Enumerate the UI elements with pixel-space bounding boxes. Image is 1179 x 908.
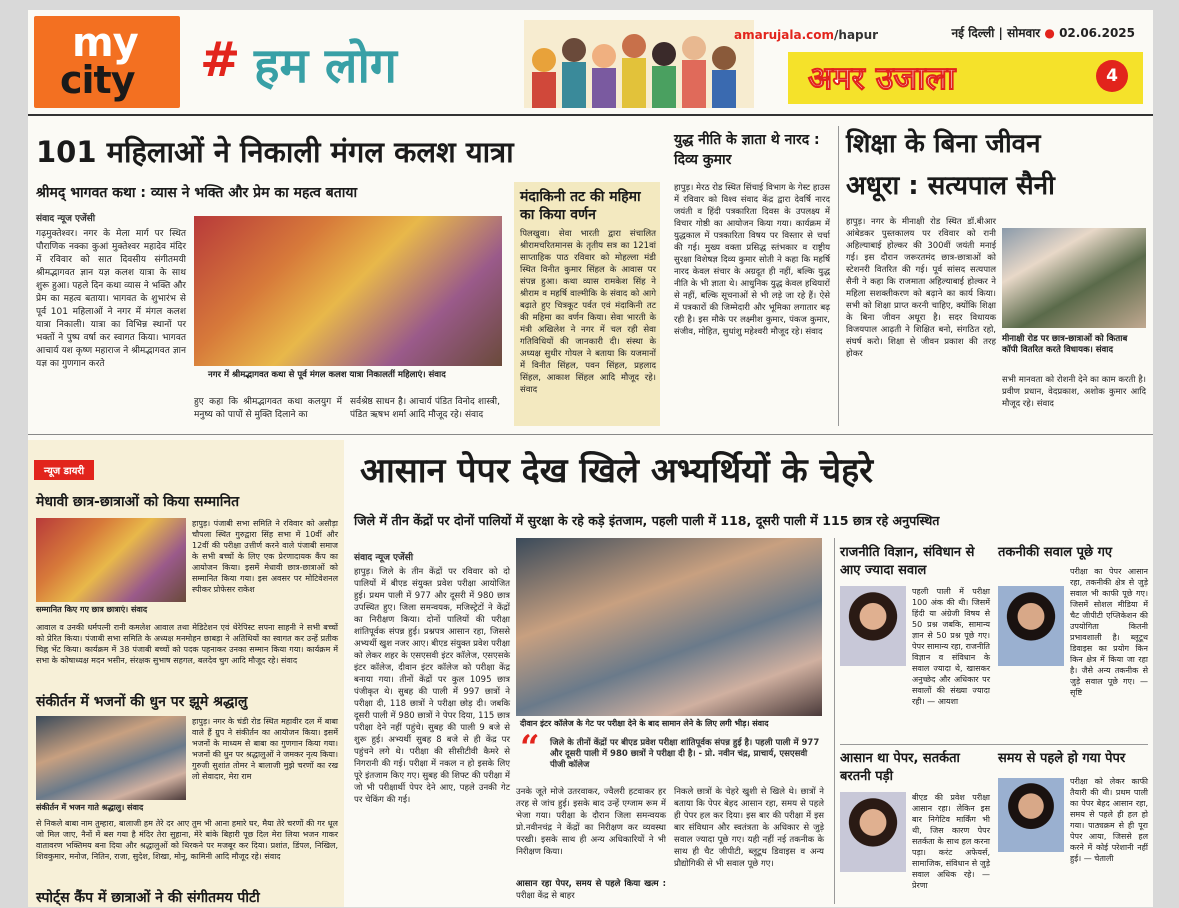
main-column2: उनके जूते मोजे उतरवाकर, ज्वैलरी हटवाकर हर तरह से जांच हुई। इसके बाद उन्हें एग्जाम रूम में भेजा गया। परीक्षा के दौरान जिला समन्वयक प्रो.नवीनचंद्र ने केंद्रों का निरीक्षण कर व्यवस्था परखी। इसके साथ ही अन्य अधिकारियों ने भी निरीक्षण किया। — [516, 787, 666, 857]
edition-city: नई दिल्ली — [951, 26, 995, 40]
main-column1: हापुड़। जिले के तीन केंद्रों पर रविवार को दो पालियों में बीएड संयुक्त प्रवेश परीक्षा आयोजित हुई। प्रथम पाली में 977 और दूसरी में 980 छात्र उपस्थित हुए। जिला समन्वयक, मजिस्ट्रेटों ने केंद्रों का निरीक्षण किया। दोनों पालियों की परीक्षा शांतिपूर्वक संपन्न हुई। प्रश्नपत्र आसान रहा, जिससे अभ्यर्थी खुश नजर आए। बीएड संयुक्त प्रवेश परीक्षा को लेकर शहर के एसएसवी इंटर कॉलेज, एसएसके इंटर कॉलेज, दीवान इंटर कॉलेज को परीक्षा केंद्र बनाया गया। तीनों केंद्रों पर कुल 1095 छात्र पंजीकृत थे। सुबह की पाली में 997 छात्रों ने परीक्षा दी, 118 छात्रों ने परीक्षा छोड़ दी। जबकि दूसरी पाली में 980 छात्रों ने पेपर दिया, 115 छात्र परीक्षा देने नहीं पहुंचे। सुबह की पाली 9 बजे से शुरू हुई। अभ्यर्थी सुबह 8 बजे से ही केंद्र पर पहुंचने लगे थे। परीक्षा की सीसीटीवी कैमरे से निगरानी की गई। परीक्षा में नकल न हो इसके लिए पूरे इंतजाम किए गए। सुबह की शिफ्ट की परीक्षा में जो भी परीक्षार्थी पेपर देने आए, पहले उनकी गेट पर चेकिंग की गई। — [354, 567, 510, 805]
mycity-logo — [34, 16, 180, 108]
diary-item1-text2: आवाल व उनकी धर्मपत्नी रानी कमलेश आवाल तथा मेडिटेशन एवं थेरेपिस्ट सपना साहनी ने सभी बच्चों को प्रेरित किया। पंजाबी सभा समिति के अध्यक्ष मनमोहन छाबड़ा ने अतिथियों का स्वागत कर उन्हें प्रतीक चिह्न भेंट किया। कार्यक्रम में 38 पंजाबी बच्चों को पदक पहनाकर उनका सम्मान किया गया। कार्यक्रम में सभा के कोषाध्यक्ष मदन भसीन, संरक्षक सुभाष सहगल, बलदेव चुग आदि मौजूद रहे। संवाद — [36, 623, 338, 665]
diary-item1-caption: सम्मानित किए गए छात्र छात्राएं। संवाद — [36, 605, 148, 614]
voice1-title: राजनीति विज्ञान, संविधान से आए ज्यादा सवाल — [840, 545, 975, 578]
logo-my: my — [72, 20, 138, 66]
diary-item1-text: हापुड़। पंजाबी सभा समिति ने रविवार को असौड़ा चौपला स्थित गुरुद्वारा सिंह सभा में 10वीं और 12वीं की परीक्षा उत्तीर्ण करने वाले पंजाबी समाज के सभी बच्चों के लिए एक प्रेरणादायक कैंप का आयोजन किया। इसमें मेधावी छात्र-छात्राओं को सम्मानित किया गया। इस अवसर पर मोटिवेशनल स्पीकर प्रोफेसर राकेश — [192, 519, 338, 594]
logo-city: city — [60, 58, 135, 102]
main-subhead: जिले में तीन केंद्रों पर दोनों पालियों में सुरक्षा के रहे कड़े इंतजाम, पहली पाली में 118, दूसरी पाली में 115 छात्र रहे अनुपस्थित — [354, 513, 940, 528]
story1-column1: गढ़मुक्तेश्वर। नगर के मेला मार्ग पर स्थित पौराणिक नक्का कुआं मुक्तेश्वर महादेव मंदिर में रविवार को सात दिवसीय संगीतमयी श्रीमद्भागवत ज्ञान यज्ञ कलश यात्रा के साथ शुरू हुआ। पहले दिन कथा व्यास ने भक्ति और प्रेम का महत्व बताया। भागवत के शुभारंभ से पूर्व 101 महिलाओं ने नगर में मंगल कलश यात्रा निकाली। यात्रा का विभिन्न स्थानों पर भक्तों ने पुष्प वर्षा कर स्वागत किया। भागवत आचार्य यश कृष्ण महाराज ने श्रीमद्भागवत ज्ञान यज्ञ का गुणगान करते — [36, 229, 186, 369]
main-column2-para — [516, 878, 666, 904]
story4-text: हापुड़। नगर के मीनाक्षी रोड स्थित डॉ.बीआर आंबेडकर पुस्तकालय पर रविवार को रानी अहिल्याबाई होल्कर की 300वीं जयंती मनाई गई। इस दौरान जरूरतमंद छात्र-छात्राओं को स्टेशनरी वितरित की गई। पूर्व सांसद सत्यपाल सैनी ने कहा कि राजमाता अहिल्याबाई होल्कर ने महिला सशक्तीकरण को बढ़ाने का कार्य किया। सभी को शिक्षा प्राप्त करनी चाहिए, क्योंकि शिक्षा के बिना जीवन अधूरा है। सदर विधायक विजयपाल आढ़ती ने शिक्षित बनो, संगठित रहो, संघर्ष करो। शिक्षा से जीवन प्रकाश की तरह होकर — [846, 217, 996, 359]
story3-text: हापुड़। मेरठ रोड स्थित सिंचाई विभाग के गेस्ट हाउस में रविवार को विश्व संवाद केंद्र द्वारा देवर्षि नारद जयंती व हिंदी पत्रकारिता दिवस के उपलक्ष्य में विचार गोष्ठी का आयोजन किया गया। कार्यक्रम में युद्धकाल में पत्रकारिता विषय पर विस्तार से चर्चा की गई। मुख्य वक्ता प्रसिद्ध स्तंभकार व राष्ट्रीय सुरक्षा विशेषज्ञ दिव्य कुमार सोती ने कहा कि महर्षि नारद केवल संचार के अग्रदूत ही नहीं, बल्कि युद्ध नीति के भी ज्ञाता थे। आधुनिक युद्ध केवल हथियारों से नहीं, बल्कि सूचनाओं से भी लड़े जा रहे हैं। ऐसे में पत्रकारों की जिम्मेदारी और भूमिका लगातार बढ़ रही है। इस मौके पर लक्ष्मीश कुमार, पंकज कुमार, संजीव, मोहित, सुधांशु महेश्वरी मौजूद रहे। संवाद — [674, 183, 830, 337]
newspaper-page — [28, 10, 1153, 907]
voice3-portrait — [840, 792, 906, 872]
edition-day: सोमवार — [1007, 26, 1041, 40]
news-diary-tag: न्यूज डायरी — [34, 460, 94, 480]
story3-headline: युद्ध नीति के ज्ञाता थे नारद : दिव्य कुमार — [674, 132, 820, 168]
main-column3: निकले छात्रों के चेहरे खुशी से खिले थे। छात्रों ने बताया कि पेपर बेहद आसान रहा, समय से पहले ही पेपर हल कर दिया। इस बार की परीक्षा में इस बार संविधान और स्वतंत्रता के अधिकार से जुड़े सवाल ज्यादा पूछे गए। यही नहीं नई तकनीक के साथ ही चैट जीपीटी, ब्लूटूथ डिवाइस व अन्य प्रौद्योगिकी से भी सवाल पूछे गए। — [674, 787, 824, 869]
voice3-title: आसान था पेपर, सतर्कता बरतनी पड़ी — [840, 751, 960, 784]
main-byline: संवाद न्यूज एजेंसी — [354, 553, 414, 563]
main-quote: जिले के तीनों केंद्रों पर बीएड प्रवेश परीक्षा शांतिपूर्वक संपन्न हुई है। पहली पाली में 977 और दूसरी पाली में 980 छात्रों ने परीक्षा दी है। - प्रो. नवीन चंद्र, प्राचार्य, एसएसवी पीजी कॉलेज — [550, 738, 820, 770]
quote-mark-icon: “ — [520, 728, 540, 768]
story1-byline: संवाद न्यूज एजेंसी — [36, 214, 96, 224]
story4-photo-caption: मीनाक्षी रोड पर छात्र-छात्राओं को किताब कॉपी वितरित करते विधायक। संवाद — [1002, 334, 1128, 355]
diary-item1-photo — [36, 518, 186, 602]
crowd-illustration — [524, 20, 754, 108]
page-number: 4 — [1096, 60, 1128, 92]
diary-item3-title: स्पोर्ट्स कैंप में छात्राओं ने की संगीतमय पीटी — [36, 890, 260, 906]
voice2-text: परीक्षा का पेपर आसान रहा, तकनीकी क्षेत्र से जुड़े सवाल भी काफी पूछे गए। जिसमें सोशल मीडिया में चैट जीपीटी एप्लिकेशन की उपयोगिता कितनी प्रभावशाली है। ब्लूटूथ डिवाइस का प्रयोग किन किन क्षेत्र में किया जा रहा है। जैसे अन्य तकनीक से जुड़े सवाल पूछे गए। — सृष्टि — [1070, 567, 1148, 697]
story4-photo — [1002, 228, 1146, 328]
site-path: /hapur — [834, 28, 879, 42]
voice1-text: पहली पाली में परीक्षा 100 अंक की थी। जिसमें हिंदी या अंग्रेजी विषय से 50 प्रश्न जबकि, सामान्य ज्ञान से 50 प्रश्न पूछे गए। पेपर सामान्य रहा, राजनीति विज्ञान व संविधान के सवाल ज्यादा थे, खासकर अनुच्छेद और अधिकार पर सवालों की संख्या ज्यादा रही। — आयशा — [912, 587, 990, 706]
diary-item2-photo — [36, 716, 186, 800]
main-photo — [516, 538, 822, 716]
voices-rule — [834, 538, 835, 904]
mid-divider — [28, 434, 1153, 435]
hashtag-symbol: # — [200, 32, 241, 88]
diary-item2-title: संकीर्तन में भजनों की धुन पर झूमे श्रद्धालु — [36, 694, 248, 710]
diary-item2-caption: संकीर्तन में भजन गाते श्रद्धालु। संवाद — [36, 803, 144, 812]
story1-bottom-col1: हुए कहा कि श्रीमद्भागवत कथा कलयुग में मनुष्य को पापों से मुक्ति दिलाने का — [194, 397, 342, 420]
story2-headline: मंदाकिनी तट की महिमा का किया वर्णन — [520, 189, 641, 223]
story1-subhead: श्रीमद् भागवत कथा : व्यास ने भक्ति और प्रेम का महत्व बताया — [36, 185, 358, 201]
story1-bottom-col2: सर्वश्रेष्ठ साधन है। आचार्य पंडित विनोद शास्त्री, पंडित ऋषभ शर्मा आदि मौजूद रहे। संवाद — [350, 397, 500, 420]
header-divider — [28, 114, 1153, 116]
main-photo-caption: दीवान इंटर कॉलेज के गेट पर परीक्षा देने के बाद सामान लेने के लिए लगी भीड़। संवाद — [520, 719, 769, 728]
voice4-text: परीक्षा को लेकर काफी तैयारी की थी। प्रथम पाली का पेपर बेहद आसान रहा, समय से पहले ही हल हो गया। पाठ्यक्रम से ही पूरा पेपर आया, जिससे हल करने में कोई परेशानी नहीं हुई। — चेताली — [1070, 777, 1148, 863]
main-col2-bold: आसान रहा पेपर, समय से पहले किया खत्म : — [516, 879, 666, 889]
story1-photo-caption: नगर में श्रीमद्भागवत कथा से पूर्व मंगल कलश यात्रा निकालतीं महिलाएं। संवाद — [208, 370, 446, 380]
voice2-title: तकनीकी सवाल पूछे गए — [998, 545, 1113, 560]
diary-item2-text: हापुड़। नगर के चंडी रोड स्थित महावीर दल में बाबा वाले हैं ग्रुप ने संकीर्तन का आयोजन किया। इसमें भजनों के माध्यम से बाबा का गुणगान किया गया। भजनों की धुन पर श्रद्धालुओं ने जमकर नृत्य किया। गुरुजी सुशांत तोमर ने बालाजी मुझे चरणों का रख लो सेवादार, मेरा राम — [192, 717, 338, 781]
dateline: नई दिल्ली | सोमवार ● 02.06.2025 — [951, 26, 1135, 40]
site-url — [734, 28, 878, 42]
diary-item1-title: मेधावी छात्र-छात्राओं को किया सम्मानित — [36, 494, 240, 510]
story1-headline: 101 महिलाओं ने निकाली मंगल कलश यात्रा — [36, 135, 514, 169]
main-col2-tail: परीक्षा केंद्र से बाहर — [516, 891, 575, 901]
main-headline: आसान पेपर देख खिले अभ्यर्थियों के चेहरे — [360, 451, 874, 491]
voice4-portrait — [998, 778, 1064, 852]
edition-date: 02.06.2025 — [1059, 26, 1135, 40]
amar-ujala-masthead: अमर उजाला — [808, 59, 956, 97]
dot-icon: ● — [1044, 26, 1055, 40]
site-domain: amarujala.com — [734, 28, 835, 42]
voice1-portrait — [840, 586, 906, 666]
voice2-portrait — [998, 586, 1064, 666]
story4-headline-2: अधूरा : सत्यपाल सैनी — [846, 171, 1055, 201]
story1-photo — [194, 216, 502, 366]
voice3-text: बीएड की प्रवेश परीक्षा आसान रहा। लेकिन इस बार निगेटिव मार्किंग भी थी, जिस कारण पेपर सतर्कता के साथ हल करना पड़ा। करंट अफेयर्स, सामाजिक, संविधान से जुड़े सवाल अधिक रहे। —प्रेरणा — [912, 793, 990, 890]
column-rule — [838, 126, 839, 426]
diary-item2-text2: से निकले बाबा नाम तुम्हारा, बालाजी हम तेरे दर आए तुम भी आना हमारे घर, मैया तेरे चरणों की गर धूल जो मिल जाए, नैनों में बस गया है मंदिर तेरा सुहाना, मेरे बांके बिहारी पूछ दिल मेरा लिया भजन गाकर वातावरण भक्तिमय बना दिया और श्रद्धालुओं को थिरकने पर मजबूर कर दिया। प्रशांत, डिंपल, निखिल, शिवकुमार, मनोज, नितिन, राजा, सुदेश, शिखा, मोनू, कामिनी आदि मौजूद रहे। संवाद — [36, 819, 338, 861]
voices-divider — [840, 744, 1148, 745]
section-title: हम लोग — [254, 38, 397, 94]
story4-text2: सभी मानवता को रोशनी देने का काम करती है। प्रवीण प्रधान, वेदप्रकाश, अशोक कुमार आदि मौजूद रहे। संवाद — [1002, 375, 1146, 409]
story4-headline-1: शिक्षा के बिना जीवन — [846, 129, 1041, 159]
story2-text: पिलखुवा। सेवा भारती द्वारा संचालित श्रीरामचरितमानस के तृतीय सत्र का 121वां साप्ताहिक पाठ रविवार को मोहल्ला मंडी स्थित विनीत कुमार सिंहल के आवास पर संपन्न हुआ। कथा व्यास रामकेश सिंह ने श्रीराम व महर्षि वाल्मीकि के संवाद को आगे बढ़ाते हुए चित्रकूट पर्वत एवं मंदाकिनी तट की महिमा का वर्णन किया। सेवा भारती के मंत्री अखिलेश ने नगर में चल रही सेवा गतिविधियों की जानकारी दी। संस्था के अध्यक्ष सुधीर गोयल ने बताया कि यजमानों में विनीत सिंहल, पवन सिंहल, प्रहलाद सिंहल, आकाश सिंहल आदि मौजूद रहे। संवाद — [520, 229, 656, 395]
voice4-title: समय से पहले हो गया पेपर — [998, 751, 1126, 766]
